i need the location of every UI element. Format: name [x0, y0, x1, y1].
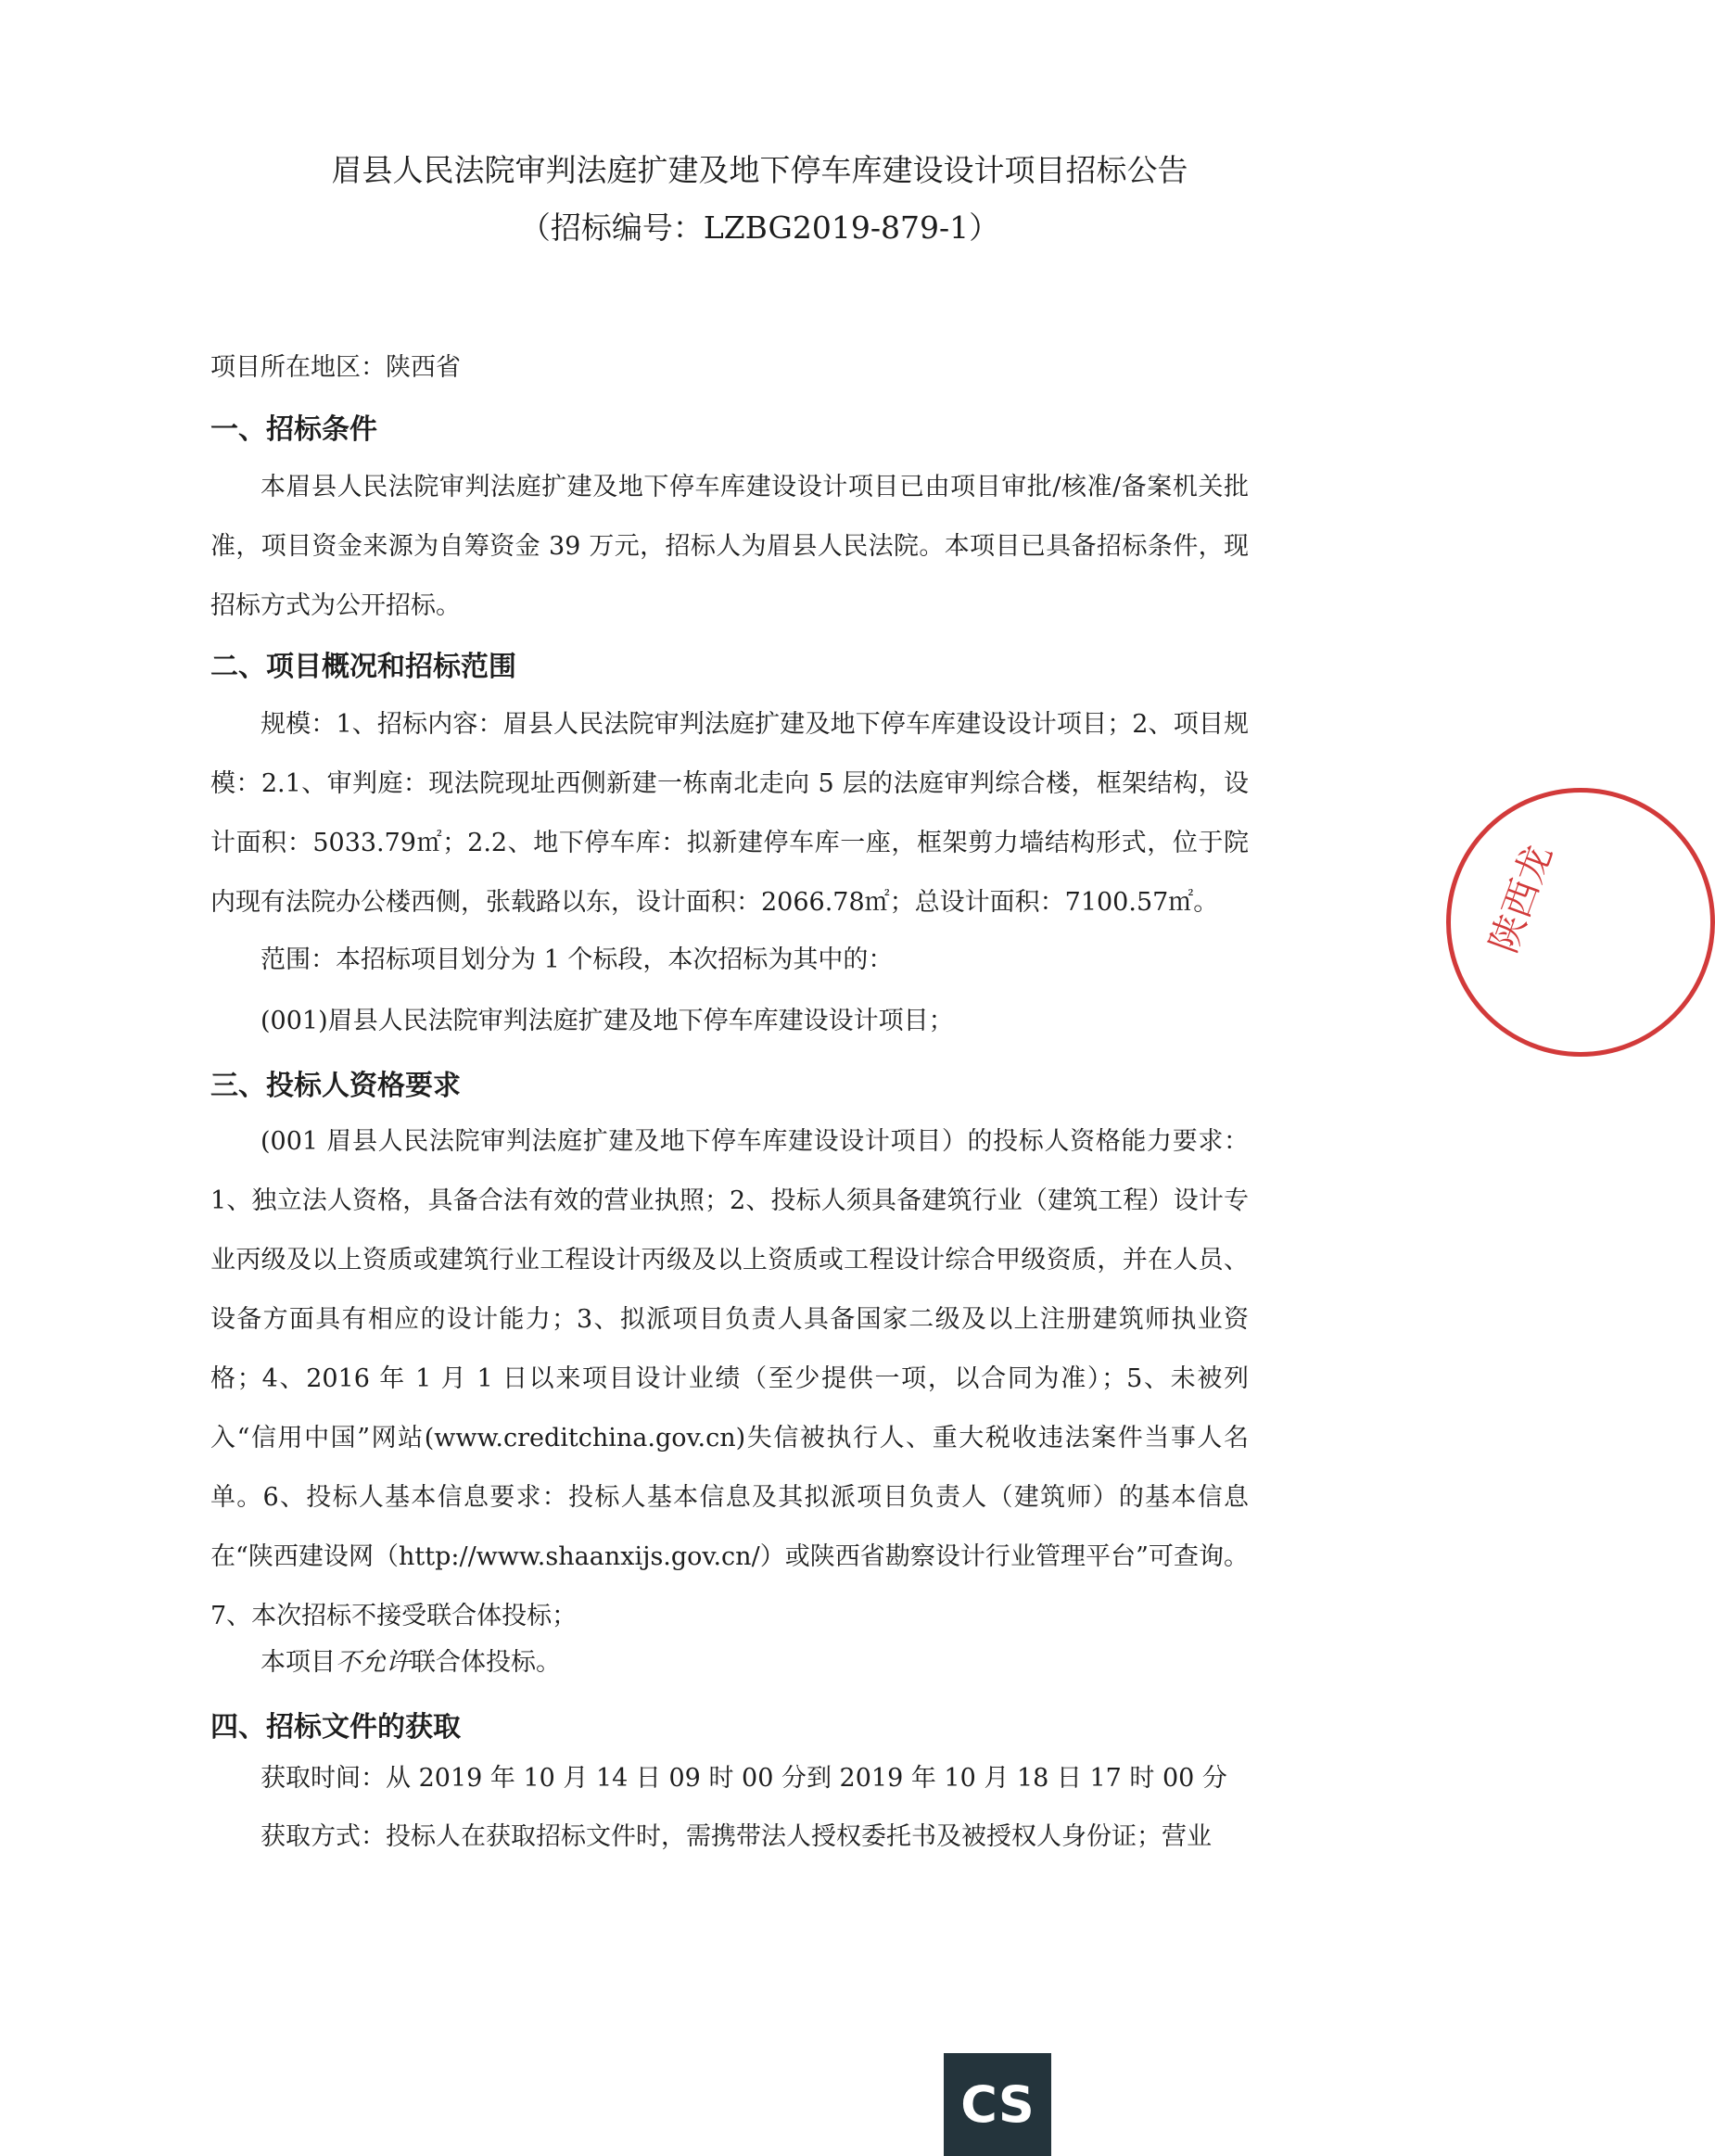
consortium-statement: [210, 1633, 1249, 1693]
consortium-emphasis: 不允许: [336, 1648, 411, 1677]
tender-number: （招标编号：LZBG2019-879-1）: [519, 209, 1000, 246]
camscanner-badge: CS: [944, 2053, 1051, 2156]
section-heading-bid-conditions: 一、招标条件: [210, 413, 377, 446]
project-scope-paragraph: 范围：本招标项目划分为 1 个标段，本次招标为其中的：: [260, 945, 894, 974]
section-body-bid-conditions: 本眉县人民法院审判法庭扩建及地下停车库建设设计项目已由项目审批/核准/备案机关批准，项目资金来源为自筹资金 39 万元，招标人为眉县人民法院。本项目已具备招标条件，现招标方式为公开招标。: [210, 473, 1249, 620]
section-heading-project-overview: 二、项目概况和招标范围: [210, 651, 516, 683]
seal-text: 陕西龙: [1482, 839, 1561, 958]
consortium-suffix: 联合体投标。: [411, 1648, 561, 1677]
consortium-prefix: 本项目: [260, 1648, 336, 1677]
acquisition-time: 获取时间：从 2019 年 10 月 14 日 09 时 00 分到 2019 年 10 月 18 日 17 时 00 分: [260, 1764, 1227, 1793]
project-scale-paragraph: 规模：1、招标内容：眉县人民法院审判法庭扩建及地下停车库建设设计项目；2、项目规模：2.1、审判庭：现法院现址西侧新建一栋南北走向 5 层的法庭审判综合楼，框架结构，设计面积：5033.79㎡；2.2、地下停车库：拟新建停车库一座，框架剪力墙结构形式，位于院内现有法院办公楼西侧，张载路以东，设计面积：2066.78㎡；总设计面积：7100.57㎡。: [210, 710, 1249, 917]
project-lot-item: (001)眉县人民法院审判法庭扩建及地下停车库建设设计项目；: [260, 1007, 954, 1035]
bidder-qualifications-paragraph: (001 眉县人民法院审判法庭扩建及地下停车库建设设计项目）的投标人资格能力要求：1、独立法人资格，具备合法有效的营业执照；2、投标人须具备建筑行业（建筑工程）设计专业丙级及以上资质或建筑行业工程设计丙级及以上资质或工程设计综合甲级资质，并在人员、设备方面具有相应的设计能力；3、拟派项目负责人具备国家二级及以上注册建筑师执业资格；4、2016 年 1 月 1 日以来项目设计业绩（至少提供一项，以合同为准）；5、未被列入“信用中国”网站(www.creditchina.gov.cn)失信被执行人、重大税收违法案件当事人名单。6、投标人基本信息要求：投标人基本信息及其拟派项目负责人（建筑师）的基本信息在“陕西建设网（http://www.shaanxijs.gov.cn/）或陕西省勘察设计行业管理平台”可查询。7、本次招标不接受联合体投标；: [210, 1127, 1249, 1630]
project-region: 项目所在地区：陕西省: [210, 353, 461, 382]
acquisition-method: 获取方式：投标人在获取招标文件时，需携带法人授权委托书及被授权人身份证；营业: [260, 1822, 1212, 1851]
document-title: 眉县人民法院审判法庭扩建及地下停车库建设设计项目招标公告: [331, 152, 1188, 188]
section-heading-document-acquisition: 四、招标文件的获取: [210, 1711, 461, 1744]
section-heading-bidder-qualifications: 三、投标人资格要求: [210, 1070, 461, 1102]
